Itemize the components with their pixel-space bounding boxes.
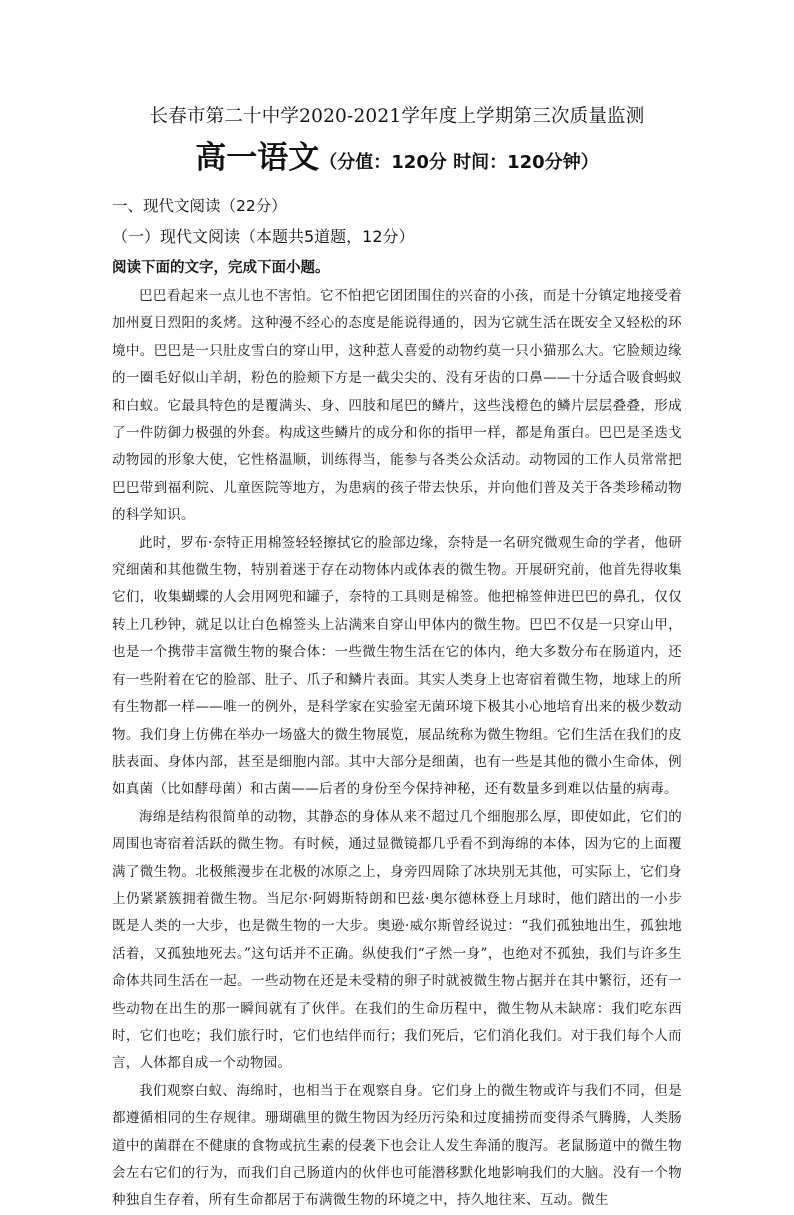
passage-body bbox=[112, 283, 682, 1215]
passage-paragraph: 巴巴看起来一点儿也不害怕。它不怕把它团团围住的兴奋的小孩，而是十分镇定地接受着加州夏日烈阳的炙烤。这种漫不经心的态度是能说得通的，因为它就生活在既安全又轻松的环境中。巴巴是一只肚皮雪白的穿山甲，这种惹人喜爱的动物约莫一只小猫那么大。它脸颊边缘的一圈毛好似山羊胡，粉色的脸颊下方是一截尖尖的、没有牙齿的口鼻——十分适合吸食蚂蚁和白蚁。它最具特色的是覆满头、身、四肢和尾巴的鳞片，这些浅橙色的鳞片层层叠叠，形成了一件防御力极强的外套。构成这些鳞片的成分和你的指甲一样，都是角蛋白。巴巴是圣迭戈动物园的形象大使，它性格温顺，训练得当，能参与各类公众活动。动物园的工作人员常常把巴巴带到福利院、儿童医院等地方，为患病的孩子带去快乐，并向他们普及关于各类珍稀动物的科学知识。 bbox=[112, 288, 682, 524]
exam-title: 长春市第二十中学2020-2021学年度上学期第三次质量监测 bbox=[149, 106, 645, 127]
passage-paragraph: 海绵是结构很简单的动物，其静态的身体从来不超过几个细胞那么厚，即使如此，它们的周围也寄宿着活跃的微生物。有时候，通过显微镜都几乎看不到海绵的本体，因为它的上面覆满了微生物。北极熊漫步在北极的冰原之上，身旁四周除了冰块别无其他，可实际上，它们身上仍紧紧簇拥着微生物。当尼尔·阿姆斯特朗和巴兹·奥尔德林登上月球时，他们踏出的一小步既是人类的一大步，也是微生物的一大步。奥逊·威尔斯曾经说过：“我们孤独地出生，孤独地活着，又孤独地死去。”这句话并不正确。纵使我们“孑然一身”，也绝对不孤独，我们与许多生命体共同生活在一起。一些动物在还是未受精的卵子时就被微生物占据并在其中繁衍，还有一些动物在出生的那一瞬间就有了伙伴。在我们的生命历程中，微生物从未缺席：我们吃东西时，它们也吃；我们旅行时，它们也结伴而行；我们死后，它们消化我们。对于我们每个人而言，人体都自成一个动物园。 bbox=[112, 808, 682, 1072]
subsection-title: （一）现代文阅读（本题共5道题，12分） bbox=[112, 227, 415, 246]
subject-title: 高一语文 bbox=[195, 140, 320, 176]
passage-paragraph: 我们观察白蚁、海绵时，也相当于在观察自身。它们身上的微生物或许与我们不同，但是都遵循相同的生存规律。珊瑚礁里的微生物因为经历污染和过度捕捞而变得杀气腾腾，人类肠道中的菌群在不健康的食物或抗生素的侵袭下也会让人发生奔涌的腹泻。老鼠肠道中的微生物会左右它们的行为，而我们自己肠道内的伙伴也可能潜移默化地影响我们的大脑。没有一个物种独自生存着，所有生命都居于布满微生物的环境之中，持久地往来、互动。微生 bbox=[112, 1082, 682, 1209]
section-title: 一、现代文阅读（22分） bbox=[112, 197, 287, 215]
subject-line bbox=[112, 138, 682, 183]
passage-paragraph: 此时，罗布·奈特正用棉签轻轻擦拭它的脸部边缘，奈特是一名研究微观生命的学者，他研究细菌和其他微生物，特别着迷于存在动物体内或体表的微生物。开展研究前，他首先得收集它们，收集蝴蝶的人会用网兜和罐子，奈特的工具则是棉签。他把棉签伸进巴巴的鼻孔，仅仅转上几秒钟，就足以让白色棉签头上沾满来自穿山甲体内的微生物。巴巴不仅是一只穿山甲，也是一个携带丰富微生物的聚合体：一些微生物生活在它的体内，绝大多数分布在肠道内，还有一些附着在它的脸部、肚子、爪子和鳞片表面。其实人类身上也寄宿着微生物，地球上的所有生物都一样——唯一的例外，是科学家在实验室无菌环境下极其小心地培育出来的极少数动物。我们身上仿佛在举办一场盛大的微生物展览，展品统称为微生物组。它们生活在我们的皮肤表面、身体内部，甚至是细胞内部。其中大部分是细菌，也有一些是其他的微小生命体，例如真菌（比如酵母菌）和古菌——后者的身份至今保持神秘，还有数量多到难以估量的病毒。 bbox=[112, 534, 682, 798]
reading-instruction: 阅读下面的文字，完成下面小题。 bbox=[112, 260, 330, 276]
score-time-info: （分值：120分 时间：120分钟） bbox=[319, 152, 599, 173]
